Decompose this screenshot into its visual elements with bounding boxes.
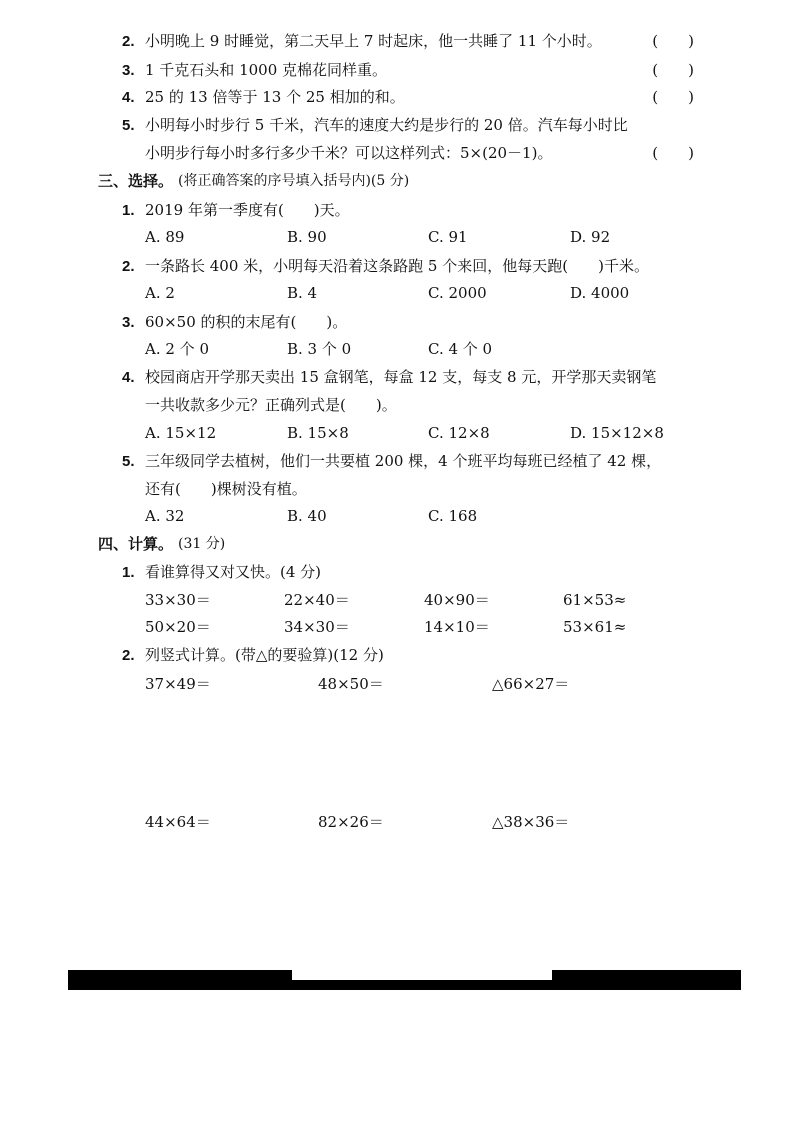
footer-bar-right: [552, 970, 741, 990]
judge-item-4-text: 25 的 13 倍等于 13 个 25 相加的和。: [145, 88, 405, 106]
choice-q4-option-d[interactable]: D. 15×12×8: [570, 424, 664, 442]
judge-item-2-number: 2.: [122, 33, 135, 50]
choice-q4-option-b[interactable]: B. 15×8: [287, 424, 349, 442]
judge-item-3-answer-paren[interactable]: ( ): [652, 61, 694, 79]
choice-q1-option-d[interactable]: D. 92: [570, 228, 611, 246]
judge-item-3-number: 3.: [122, 62, 135, 79]
judge-item-5-number: 5.: [122, 117, 135, 134]
oral-calc-item: 40×90＝: [424, 591, 490, 609]
oral-calc-item: 34×30＝: [284, 618, 350, 636]
choice-q1-option-b[interactable]: B. 90: [287, 228, 327, 246]
judge-item-2-text: 小明晚上 9 时睡觉，第二天早上 7 时起床，他一共睡了 11 个小时。: [145, 32, 602, 50]
choice-q3-text: 60×50 的积的末尾有( )。: [145, 313, 348, 331]
vertical-calc-item: 37×49＝: [145, 675, 211, 693]
choice-q1-option-a[interactable]: A. 89: [145, 228, 185, 246]
oral-calc-item: 14×10＝: [424, 618, 490, 636]
choice-q5-text-line2: 还有( )棵树没有植。: [145, 480, 307, 498]
judge-item-5-text: 小明每小时步行 5 千米，汽车的速度大约是步行的 20 倍。汽车每小时比: [145, 116, 628, 134]
vertical-calc-item: 48×50＝: [318, 675, 384, 693]
judge-item-2-answer-paren[interactable]: ( ): [652, 32, 694, 50]
judge-item-4-number: 4.: [122, 89, 135, 106]
calc-q1-number: 1.: [122, 564, 135, 581]
judge-item-5-answer-paren[interactable]: ( ): [652, 144, 694, 162]
calc-section-title: 四、计算。: [98, 535, 174, 553]
oral-calc-item: 61×53≈: [563, 591, 627, 609]
choice-q2-option-b[interactable]: B. 4: [287, 284, 318, 302]
calc-q1-text: 看谁算得又对又快。(4 分): [145, 563, 322, 581]
choice-q2-text: 一条路长 400 米，小明每天沿着这条路跑 5 个来回，他每天跑( )千米。: [145, 257, 649, 275]
choice-q4-text: 校园商店开学那天卖出 15 盒钢笔，每盒 12 支，每支 8 元，开学那天卖钢笔: [145, 368, 657, 386]
choice-section-note: (将正确答案的序号填入括号内)(5 分): [178, 173, 410, 189]
choice-q2-option-a[interactable]: A. 2: [145, 284, 175, 302]
vertical-calc-item: △38×36＝: [492, 813, 570, 831]
choice-q5-text: 三年级同学去植树，他们一共要植 200 棵，4 个班平均每班已经植了 42 棵，: [145, 452, 662, 470]
choice-q1-number: 1.: [122, 202, 135, 219]
footer-bar-left: [68, 970, 292, 990]
choice-q1-text: 2019 年第一季度有( )天。: [145, 201, 350, 219]
oral-calc-item: 50×20＝: [145, 618, 211, 636]
choice-q5-option-b[interactable]: B. 40: [287, 507, 327, 525]
choice-q2-option-c[interactable]: C. 2000: [428, 284, 487, 302]
choice-q2-option-d[interactable]: D. 4000: [570, 284, 630, 302]
choice-q3-number: 3.: [122, 314, 135, 331]
choice-q5-option-a[interactable]: A. 32: [145, 507, 185, 525]
choice-q4-option-a[interactable]: A. 15×12: [145, 424, 217, 442]
oral-calc-item: 22×40＝: [284, 591, 350, 609]
footer-bar-middle: [292, 980, 552, 990]
choice-q3-option-c[interactable]: C. 4 个 0: [428, 340, 493, 358]
judge-item-3-text: 1 千克石头和 1000 克棉花同样重。: [145, 61, 388, 79]
oral-calc-item: 33×30＝: [145, 591, 211, 609]
judge-item-4-answer-paren[interactable]: ( ): [652, 88, 694, 106]
choice-q4-text-line2: 一共收款多少元？正确列式是( )。: [145, 396, 397, 414]
choice-q2-number: 2.: [122, 258, 135, 275]
calc-section-note: (31 分): [178, 536, 226, 552]
calc-q2-number: 2.: [122, 647, 135, 664]
vertical-calc-item: 82×26＝: [318, 813, 384, 831]
choice-q5-number: 5.: [122, 453, 135, 470]
choice-q3-option-b[interactable]: B. 3 个 0: [287, 340, 352, 358]
calc-q2-text: 列竖式计算。(带△的要验算)(12 分): [145, 646, 384, 664]
choice-section-title: 三、选择。: [98, 172, 174, 190]
judge-item-5-text-line2: 小明步行每小时多行多少千米？可以这样列式：5×(20－1)。: [145, 144, 553, 162]
vertical-calc-item: 44×64＝: [145, 813, 211, 831]
oral-calc-item: 53×61≈: [563, 618, 627, 636]
vertical-calc-item: △66×27＝: [492, 675, 570, 693]
choice-q5-option-c[interactable]: C. 168: [428, 507, 478, 525]
choice-q1-option-c[interactable]: C. 91: [428, 228, 468, 246]
choice-q3-option-a[interactable]: A. 2 个 0: [145, 340, 209, 358]
choice-q4-number: 4.: [122, 369, 135, 386]
choice-q4-option-c[interactable]: C. 12×8: [428, 424, 490, 442]
